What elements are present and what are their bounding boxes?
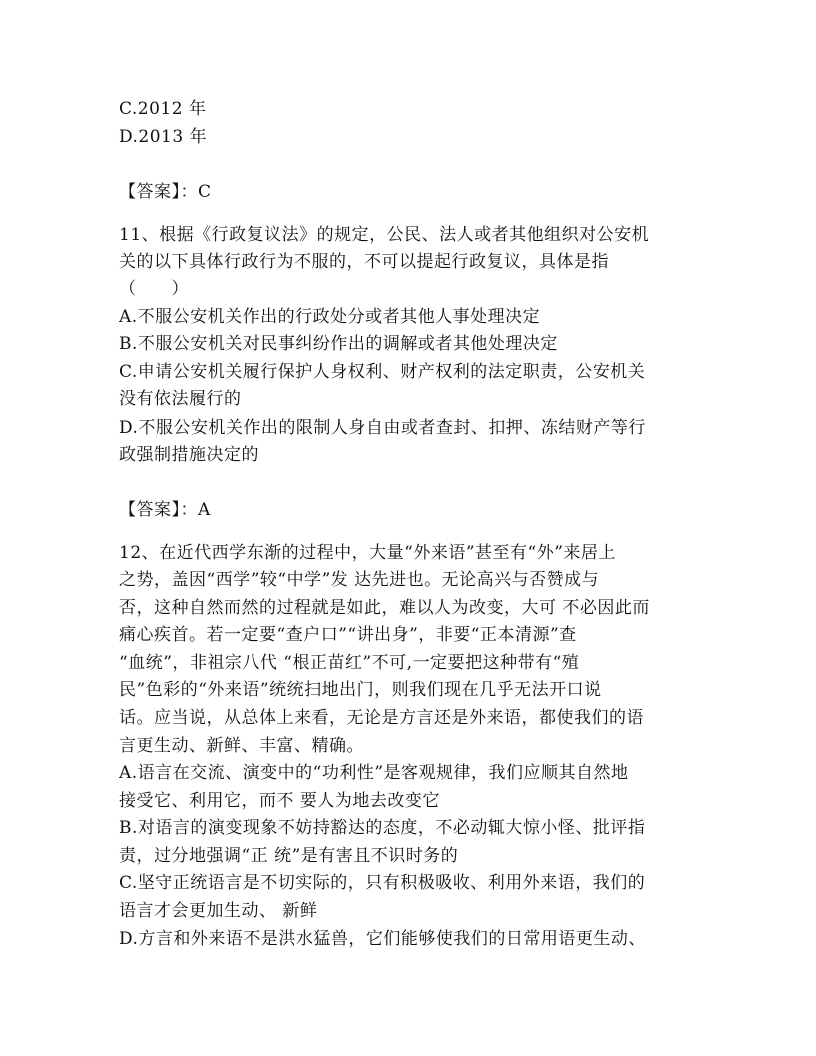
q11-stem-line-3: （ ）	[119, 279, 189, 299]
q10-option-c: C.2012 年	[119, 99, 207, 119]
q10-option-d: D.2013 年	[119, 127, 208, 147]
q12-option-b-line-2: 责，过分地强调“正 统”是有害且不识时务的	[119, 846, 459, 866]
q12-stem-line-3: 否，这种自然而然的过程就是如此，难以人为改变，大可 不必因此而	[119, 598, 650, 618]
q12-option-c-line-2: 语言才会更加生动、 新鲜	[119, 901, 318, 921]
q11-stem-line-1: 11、根据《行政复议法》的规定，公民、法人或者其他组织对公安机	[119, 225, 650, 245]
q11-option-a: A.不服公安机关作出的行政处分或者其他人事处理决定	[119, 307, 541, 327]
q12-stem-line-6: 民”色彩的“外来语”统统扫地出门，则我们现在几乎无法开口说	[119, 680, 602, 700]
q12-stem-line-4: 痛心疾首。若一定要“查户口”“讲出身”，非要“正本清源”查	[119, 625, 577, 645]
q12-stem-line-5: “血统”，非祖宗八代 “根正苗红”不可,一定要把这种带有“殖	[119, 653, 580, 673]
q12-stem-line-1: 12、在近代西学东渐的过程中，大量“外来语”甚至有“外”来居上	[119, 543, 616, 563]
q11-option-c-line-2: 没有依法履行的	[119, 389, 242, 409]
q11-option-d-line-2: 政强制措施决定的	[119, 445, 259, 465]
q11-option-d-line-1: D.不服公安机关作出的限制人身自由或者查封、扣押、冻结财产等行	[119, 418, 646, 438]
q11-option-b: B.不服公安机关对民事纠纷作出的调解或者其他处理决定	[119, 334, 558, 354]
q12-option-d-line-1: D.方言和外来语不是洪水猛兽，它们能够使我们的日常用语更生动、	[119, 929, 646, 949]
q11-answer: 【答案】：A	[119, 500, 211, 520]
q12-stem-line-2: 之势，盖因“西学”较“中学”发 达先进也。无论高兴与否赞成与	[119, 570, 600, 590]
q11-stem-line-2: 关的以下具体行政行为不服的，不可以提起行政复议，具体是指	[119, 252, 609, 272]
q12-stem-line-8: 言更生动、新鲜、丰富、精确。	[119, 736, 364, 756]
q12-option-b-line-1: B.对语言的演变现象不妨持豁达的态度，不必动辄大惊小怪、批评指	[119, 818, 646, 838]
q12-stem-line-7: 话。应当说，从总体上来看，无论是方言还是外来语，都使我们的语	[119, 708, 644, 728]
q12-option-c-line-1: C.坚守正统语言是不切实际的，只有积极吸收、利用外来语，我们的	[119, 873, 646, 893]
q11-option-c-line-1: C.申请公安机关履行保护人身权利、财产权利的法定职责，公安机关	[119, 362, 646, 382]
q12-option-a-line-1: A.语言在交流、演变中的“功利性”是客观规律，我们应顺其自然地	[119, 763, 629, 783]
q10-answer: 【答案】：C	[119, 182, 212, 202]
q12-option-a-line-2: 接受它、利用它，而不 要人为地去改变它	[119, 791, 440, 811]
